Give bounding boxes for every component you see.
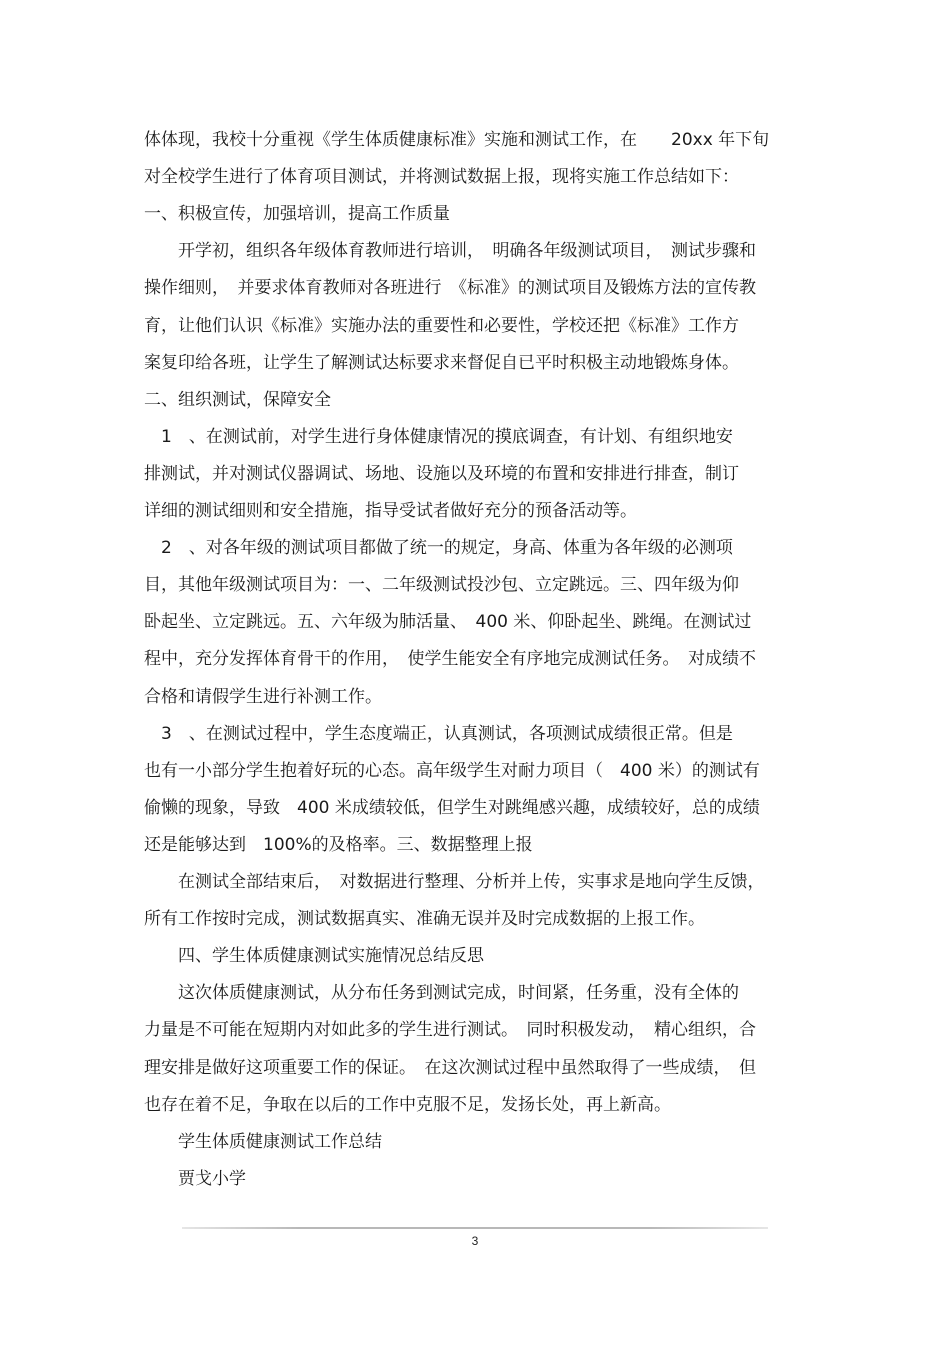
text-line: 学生体质健康测试工作总结 bbox=[144, 1132, 382, 1152]
text-line: 也存在着不足，争取在以后的工作中克服不足，发扬长处，再上新高。 bbox=[144, 1095, 671, 1115]
text-line: 合格和请假学生进行补测工作。 bbox=[144, 687, 382, 707]
text-line: 理安排是做好这项重要工作的保证。 在这次测试过程中虽然取得了一些成绩， 但 bbox=[144, 1058, 756, 1078]
text-line: 一、积极宣传，加强培训，提高工作质量 bbox=[144, 204, 450, 224]
text-line: 力量是不可能在短期内对如此多的学生进行测试。 同时积极发动， 精心组织，合 bbox=[144, 1020, 756, 1040]
text-line: 程中，充分发挥体育骨干的作用， 使学生能安全有序地完成测试任务。 对成绩不 bbox=[144, 649, 756, 669]
text-line: 开学初，组织各年级体育教师进行培训， 明确各年级测试项目， 测试步骤和 bbox=[144, 241, 756, 261]
text-line: 详细的测试细则和安全措施，指导受试者做好充分的预备活动等。 bbox=[144, 501, 637, 521]
text-line: 排测试，并对测试仪器调试、场地、设施以及环境的布置和安排进行排查，制订 bbox=[144, 464, 739, 484]
text-line: 操作细则， 并要求体育教师对各班进行 《标准》的测试项目及锻炼方法的宣传教 bbox=[144, 278, 756, 298]
text-line: 偷懒的现象，导致 400 米成绩较低，但学生对跳绳感兴趣，成绩较好，总的成绩 bbox=[144, 798, 760, 818]
text-line: 在测试全部结束后， 对数据进行整理、分析并上传，实事求是地向学生反馈， bbox=[144, 872, 765, 892]
text-line: 还是能够达到 100%的及格率。三、数据整理上报 bbox=[144, 835, 533, 855]
text-line: 案复印给各班，让学生了解测试达标要求来督促自已平时积极主动地锻炼身体。 bbox=[144, 353, 739, 373]
text-line: 二、组织测试，保障安全 bbox=[144, 390, 331, 410]
text-line: 目，其他年级测试项目为：一、二年级测试投沙包、立定跳远。三、四年级为仰 bbox=[144, 575, 739, 595]
text-line: 也有一小部分学生抱着好玩的心态。高年级学生对耐力项目（ 400 米）的测试有 bbox=[144, 761, 760, 781]
text-line: 卧起坐、立定跳远。五、六年级为肺活量、 400 米、仰卧起坐、跳绳。在测试过 bbox=[144, 612, 752, 632]
text-line: 所有工作按时完成，测试数据真实、准确无误并及时完成数据的上报工作。 bbox=[144, 909, 705, 929]
footer-divider bbox=[182, 1227, 768, 1229]
text-line: 贾戈小学 bbox=[144, 1169, 246, 1189]
text-line: 四、学生体质健康测试实施情况总结反思 bbox=[144, 946, 484, 966]
text-line: 对全校学生进行了体育项目测试，并将测试数据上报，现将实施工作总结如下： bbox=[144, 167, 739, 187]
text-line: 1 、在测试前，对学生进行身体健康情况的摸底调查，有计划、有组织地安 bbox=[144, 427, 733, 447]
text-line: 2 、对各年级的测试项目都做了统一的规定，身高、体重为各年级的必测项 bbox=[144, 538, 733, 558]
page-number: 3 bbox=[471, 1234, 479, 1248]
text-line: 育，让他们认识《标准》实施办法的重要性和必要性，学校还把《标准》工作方 bbox=[144, 316, 739, 336]
text-line: 体体现，我校十分重视《学生体质健康标准》实施和测试工作，在 20xx 年下旬 bbox=[144, 130, 770, 150]
text-line: 这次体质健康测试，从分布任务到测试完成，时间紧，任务重，没有全体的 bbox=[144, 983, 739, 1003]
text-line: 3 、在测试过程中，学生态度端正，认真测试，各项测试成绩很正常。但是 bbox=[144, 724, 733, 744]
